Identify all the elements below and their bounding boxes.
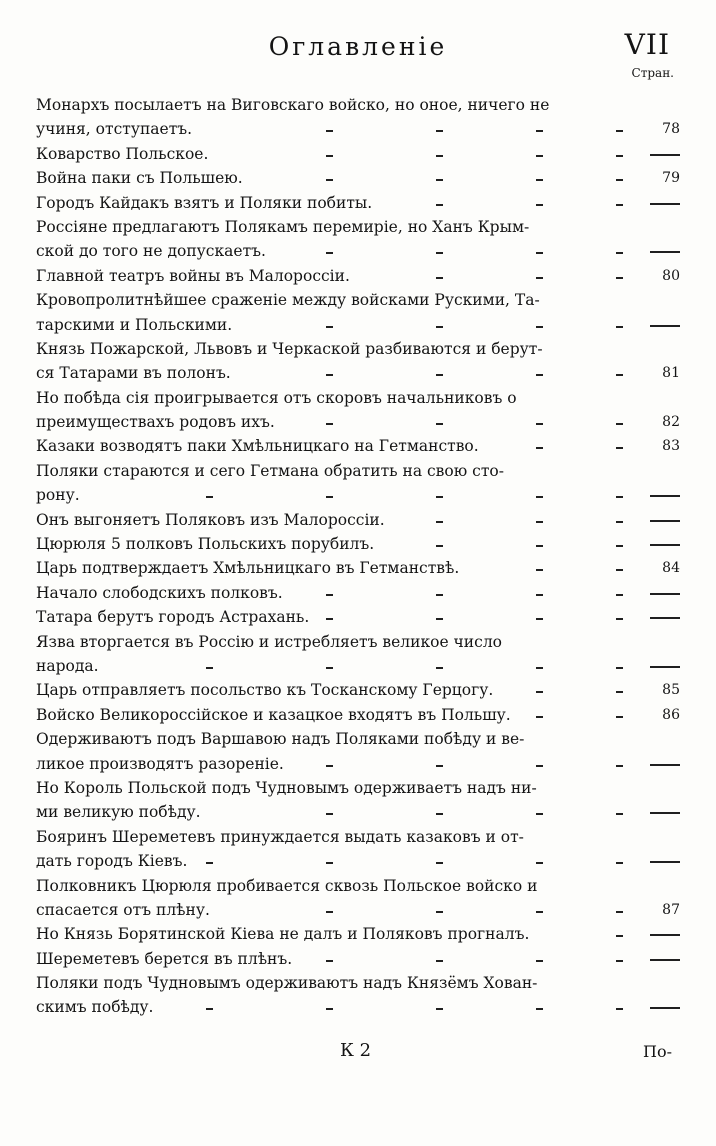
- toc-entry-text: дать городъ Кіевъ.: [36, 852, 188, 871]
- leader-dash: [436, 521, 443, 523]
- page-title: Оглавленіе: [268, 32, 448, 61]
- leader-dashes: [36, 995, 616, 1019]
- toc-entry-text: Цюрюля 5 полковъ Польскихъ порубилъ.: [36, 535, 375, 554]
- leader-dashes: [36, 898, 616, 922]
- leader-dashes: [36, 483, 616, 507]
- toc-entry: [36, 166, 680, 190]
- leader-dashes: [36, 654, 616, 678]
- leader-dash: [616, 521, 623, 523]
- leader-dash: [326, 155, 333, 157]
- leader-dash: [616, 667, 623, 669]
- leader-dash: [536, 179, 543, 181]
- toc-entry-text: Но побѣда сія проигрывается отъ скоровъ начальниковъ о: [36, 388, 517, 407]
- toc-entry-line: [36, 971, 680, 995]
- leader-dashes: [36, 800, 616, 824]
- leader-dashes: [36, 752, 616, 776]
- toc-entry-page: 82: [662, 414, 680, 431]
- leader-dash: [536, 374, 543, 376]
- toc-entry-text: народа.: [36, 656, 99, 675]
- leader-dash: [536, 423, 543, 425]
- toc-entry: [36, 727, 680, 776]
- toc-entry-line: [36, 288, 680, 312]
- leader-dash: [326, 374, 333, 376]
- leader-dash: [436, 496, 443, 498]
- toc-entry-text: учиня, отступаетъ.: [36, 120, 193, 139]
- toc-entry-page: [630, 752, 680, 776]
- leader-dash: [436, 130, 443, 132]
- toc-entry-page: [630, 142, 680, 166]
- toc-entry-line: [36, 800, 680, 824]
- toc-entry-page: [630, 800, 680, 824]
- toc-entry-text: Царь подтверждаетъ Хмѣльницкаго въ Гетманствѣ.: [36, 559, 460, 578]
- toc-entry: [36, 215, 680, 264]
- toc-entry-line: [36, 995, 680, 1019]
- leader-dash: [536, 204, 543, 206]
- leader-dash: [616, 691, 623, 693]
- leader-dashes: [36, 678, 616, 702]
- leader-dash: [326, 813, 333, 815]
- leader-dash: [436, 326, 443, 328]
- leader-dash: [326, 423, 333, 425]
- toc-entry: [36, 825, 680, 874]
- leader-dash: [536, 155, 543, 157]
- toc-entry-line: [36, 922, 680, 946]
- toc-entry-line: [36, 654, 680, 678]
- toc-entry-text: Царь отправляетъ посольство къ Тосканскому Герцогу.: [36, 681, 494, 700]
- leader-dashes: [36, 703, 616, 727]
- leader-dash: [436, 960, 443, 962]
- toc-entry-line: [36, 166, 680, 190]
- toc-entry-line: [36, 825, 680, 849]
- toc-entry-line: [36, 142, 680, 166]
- leader-dashes: [36, 410, 616, 434]
- toc-entry: [36, 922, 680, 946]
- toc-entry-page: 85: [662, 682, 680, 699]
- leader-dash: [616, 862, 623, 864]
- toc-entry-line: [36, 874, 680, 898]
- toc-entry-text: ской до того не допускаетъ.: [36, 242, 266, 261]
- toc-entry-page: 86: [662, 706, 680, 723]
- toc-entry-text: Поляки стараются и сего Гетмана обратить на свою сто-: [36, 461, 504, 480]
- leader-dash: [616, 569, 623, 571]
- toc-entry-text: спасается отъ плѣну.: [36, 900, 210, 919]
- leader-dash: [536, 326, 543, 328]
- leader-dash: [616, 204, 623, 206]
- leader-dash: [326, 960, 333, 962]
- toc-entry: [36, 630, 680, 679]
- leader-dash: [326, 618, 333, 620]
- leader-dash: [326, 765, 333, 767]
- toc-entry-line: [36, 703, 680, 727]
- leader-dash: [206, 496, 213, 498]
- leader-dash: [616, 155, 623, 157]
- toc-entry-line: [36, 727, 680, 751]
- leader-dash: [616, 618, 623, 620]
- toc-entry-line: [36, 264, 680, 288]
- leader-dash: [536, 447, 543, 449]
- toc-entry: [36, 776, 680, 825]
- leader-dash: [536, 277, 543, 279]
- leader-dash: [536, 130, 543, 132]
- leader-dash: [616, 423, 623, 425]
- toc-entry-line: [36, 337, 680, 361]
- toc-entry-text: тарскими и Польскими.: [36, 315, 233, 334]
- leader-dashes: [36, 849, 616, 873]
- toc-entry-text: Главной театръ войны въ Малороссіи.: [36, 266, 350, 285]
- table-of-contents: [36, 93, 680, 1020]
- toc-entry: [36, 93, 680, 142]
- toc-entry-text: Бояринъ Шереметевъ принуждается выдать казаковъ и от-: [36, 827, 524, 846]
- leader-dash: [436, 277, 443, 279]
- toc-entry-text: Язва вторгается въ Россію и истребляетъ великое число: [36, 632, 502, 651]
- leader-dash: [326, 594, 333, 596]
- toc-entry-text: Но Князь Борятинской Кіева не далъ и Поляковъ прогналъ.: [36, 925, 530, 944]
- toc-entry-page: 79: [662, 170, 680, 187]
- leader-dash: [536, 569, 543, 571]
- toc-entry: [36, 459, 680, 508]
- toc-entry: [36, 337, 680, 386]
- leader-dash: [436, 374, 443, 376]
- leader-dash: [436, 667, 443, 669]
- leader-dash: [536, 252, 543, 254]
- leader-dash: [326, 911, 333, 913]
- toc-entry: [36, 508, 680, 532]
- toc-entry-line: [36, 93, 680, 117]
- toc-entry-line: [36, 434, 680, 458]
- leader-dashes: [36, 947, 616, 971]
- leader-dash: [436, 423, 443, 425]
- leader-dash: [536, 545, 543, 547]
- leader-dash: [616, 765, 623, 767]
- toc-entry: [36, 556, 680, 580]
- toc-entry-line: [36, 117, 680, 141]
- leader-dashes: [36, 142, 616, 166]
- toc-entry-text: Коварство Польское.: [36, 144, 209, 163]
- leader-dashes: [36, 434, 616, 458]
- toc-entry-page: [630, 239, 680, 263]
- leader-dash: [616, 179, 623, 181]
- toc-entry-text: Поляки подъ Чудновымъ одерживаютъ надъ Князёмъ Хован-: [36, 974, 538, 993]
- leader-dashes: [36, 581, 616, 605]
- toc-entry-text: Казаки возводятъ паки Хмѣльницкаго на Гетманство.: [36, 437, 479, 456]
- leader-dash: [616, 545, 623, 547]
- toc-entry-page: 78: [662, 121, 680, 138]
- toc-entry: [36, 605, 680, 629]
- leader-dashes: [36, 361, 616, 385]
- leader-dash: [536, 618, 543, 620]
- toc-entry-text: Войско Великороссійское и казацкое входятъ въ Польшу.: [36, 705, 511, 724]
- leader-dash: [536, 813, 543, 815]
- toc-entry-text: Монархъ посылаетъ на Виговскаго войско, но оное, ничего не: [36, 96, 550, 114]
- toc-entry-text: ми великую побѣду.: [36, 803, 201, 822]
- toc-entry-text: Но Король Польской подъ Чудновымъ одерживаетъ надъ ни-: [36, 778, 537, 797]
- toc-entry-page: [630, 313, 680, 337]
- leader-dash: [536, 496, 543, 498]
- page-column-label: Стран.: [631, 66, 674, 80]
- leader-dash: [536, 911, 543, 913]
- leader-dash: [536, 862, 543, 864]
- toc-entry-line: [36, 483, 680, 507]
- toc-entry: [36, 947, 680, 971]
- leader-dashes: [36, 117, 616, 141]
- leader-dash: [616, 813, 623, 815]
- toc-entry-text: рону.: [36, 486, 80, 505]
- leader-dash: [436, 594, 443, 596]
- roman-page-number: VII: [624, 28, 670, 61]
- leader-dashes: [36, 313, 616, 337]
- toc-entry: [36, 874, 680, 923]
- leader-dashes: [36, 239, 616, 263]
- toc-entry-text: ся Татарами въ полонъ.: [36, 364, 231, 383]
- leader-dash: [436, 155, 443, 157]
- leader-dash: [616, 374, 623, 376]
- toc-entry-page: [630, 654, 680, 678]
- leader-dash: [536, 691, 543, 693]
- leader-dash: [436, 618, 443, 620]
- toc-entry-line: [36, 630, 680, 654]
- leader-dash: [616, 447, 623, 449]
- leader-dash: [436, 911, 443, 913]
- toc-entry-line: [36, 191, 680, 215]
- toc-entry-text: Полковникъ Цюрюля пробивается сквозь Польское войско и: [36, 876, 538, 895]
- toc-entry-line: [36, 678, 680, 702]
- toc-entry-line: [36, 386, 680, 410]
- leader-dash: [616, 594, 623, 596]
- toc-entry: [36, 142, 680, 166]
- leader-dash: [536, 1008, 543, 1010]
- toc-entry-text: Одерживаютъ подъ Варшавою надъ Поляками побѣду и ве-: [36, 730, 525, 749]
- leader-dash: [436, 545, 443, 547]
- toc-entry: [36, 703, 680, 727]
- toc-entry-page: 81: [662, 365, 680, 382]
- leader-dash: [326, 667, 333, 669]
- toc-entry-page: [630, 191, 680, 215]
- leader-dash: [616, 1008, 623, 1010]
- leader-dash: [536, 716, 543, 718]
- toc-entry-text: Кровопролитнѣйшее сраженіе между войсками Рускими, Та-: [36, 291, 540, 310]
- leader-dash: [436, 765, 443, 767]
- toc-entry-page: [630, 947, 680, 971]
- toc-entry-page: [630, 605, 680, 629]
- toc-entry-page: [630, 995, 680, 1019]
- leader-dash: [206, 1008, 213, 1010]
- toc-entry-text: Россіяне предлагаютъ Полякамъ перемиріе, но Ханъ Крым-: [36, 217, 530, 236]
- toc-entry: [36, 288, 680, 337]
- toc-entry-text: Начало слободскихъ полковъ.: [36, 583, 283, 602]
- leader-dash: [536, 667, 543, 669]
- toc-entry: [36, 971, 680, 1020]
- catchword: По-: [643, 1042, 672, 1061]
- leader-dash: [616, 277, 623, 279]
- leader-dash: [436, 1008, 443, 1010]
- toc-entry-page: 84: [662, 560, 680, 577]
- toc-entry-line: [36, 459, 680, 483]
- toc-entry-text: скимъ побѣду.: [36, 998, 154, 1017]
- leader-dash: [436, 252, 443, 254]
- toc-entry: [36, 678, 680, 702]
- leader-dash: [326, 179, 333, 181]
- leader-dash: [436, 204, 443, 206]
- toc-entry-page: [630, 922, 680, 946]
- leader-dash: [326, 1008, 333, 1010]
- toc-entry-page: 83: [662, 438, 680, 455]
- toc-entry-line: [36, 239, 680, 263]
- leader-dash: [616, 252, 623, 254]
- leader-dash: [436, 813, 443, 815]
- leader-dash: [206, 862, 213, 864]
- toc-entry-line: [36, 605, 680, 629]
- toc-entry-page: [630, 849, 680, 873]
- toc-entry-text: Онъ выгоняетъ Поляковъ изъ Малороссіи.: [36, 510, 385, 529]
- leader-dash: [616, 130, 623, 132]
- toc-entry-text: преимуществахъ родовъ ихъ.: [36, 413, 275, 432]
- leader-dash: [326, 496, 333, 498]
- toc-entry-text: Шереметевъ берется въ плѣнъ.: [36, 949, 293, 968]
- leader-dash: [616, 935, 623, 937]
- leader-dash: [206, 667, 213, 669]
- leader-dash: [616, 716, 623, 718]
- toc-entry-page: [630, 483, 680, 507]
- leader-dash: [536, 521, 543, 523]
- leader-dash: [326, 252, 333, 254]
- leader-dashes: [36, 922, 616, 946]
- toc-entry-text: Князь Пожарской, Львовъ и Черкаской разбиваются и берут-: [36, 339, 543, 358]
- toc-entry-line: [36, 752, 680, 776]
- leader-dashes: [36, 264, 616, 288]
- leader-dashes: [36, 191, 616, 215]
- toc-entry-text: Татара берутъ городъ Астрахань.: [36, 608, 310, 627]
- toc-entry: [36, 532, 680, 556]
- leader-dash: [436, 862, 443, 864]
- toc-entry-page: [630, 508, 680, 532]
- leader-dash: [536, 594, 543, 596]
- leader-dashes: [36, 605, 616, 629]
- leader-dash: [536, 765, 543, 767]
- leader-dash: [326, 130, 333, 132]
- toc-entry-line: [36, 776, 680, 800]
- toc-entry-line: [36, 898, 680, 922]
- toc-entry-line: [36, 581, 680, 605]
- leader-dashes: [36, 508, 616, 532]
- leader-dash: [616, 911, 623, 913]
- toc-entry-line: [36, 849, 680, 873]
- leader-dash: [616, 960, 623, 962]
- signature-mark: К 2: [340, 1040, 372, 1061]
- toc-entry-text: Городъ Кайдакъ взятъ и Поляки побиты.: [36, 193, 373, 212]
- toc-entry-line: [36, 361, 680, 385]
- toc-entry-line: [36, 556, 680, 580]
- toc-entry: [36, 191, 680, 215]
- toc-entry: [36, 386, 680, 435]
- toc-entry-text: ликое производятъ разореніе.: [36, 754, 284, 773]
- toc-entry-line: [36, 313, 680, 337]
- leader-dashes: [36, 166, 616, 190]
- toc-entry: [36, 581, 680, 605]
- toc-entry-page: [630, 532, 680, 556]
- toc-entry-page: 87: [662, 901, 680, 918]
- toc-entry-line: [36, 410, 680, 434]
- toc-entry-page: 80: [662, 267, 680, 284]
- toc-entry-text: Война паки съ Польшею.: [36, 169, 243, 188]
- toc-entry-page: [630, 581, 680, 605]
- toc-entry-line: [36, 532, 680, 556]
- leader-dash: [326, 862, 333, 864]
- leader-dash: [616, 496, 623, 498]
- leader-dash: [536, 960, 543, 962]
- toc-entry-line: [36, 947, 680, 971]
- toc-entry-line: [36, 508, 680, 532]
- leader-dash: [326, 326, 333, 328]
- leader-dash: [616, 326, 623, 328]
- leader-dash: [436, 179, 443, 181]
- toc-entry: [36, 264, 680, 288]
- leader-dashes: [36, 556, 616, 580]
- toc-entry-line: [36, 215, 680, 239]
- toc-entry: [36, 434, 680, 458]
- leader-dashes: [36, 532, 616, 556]
